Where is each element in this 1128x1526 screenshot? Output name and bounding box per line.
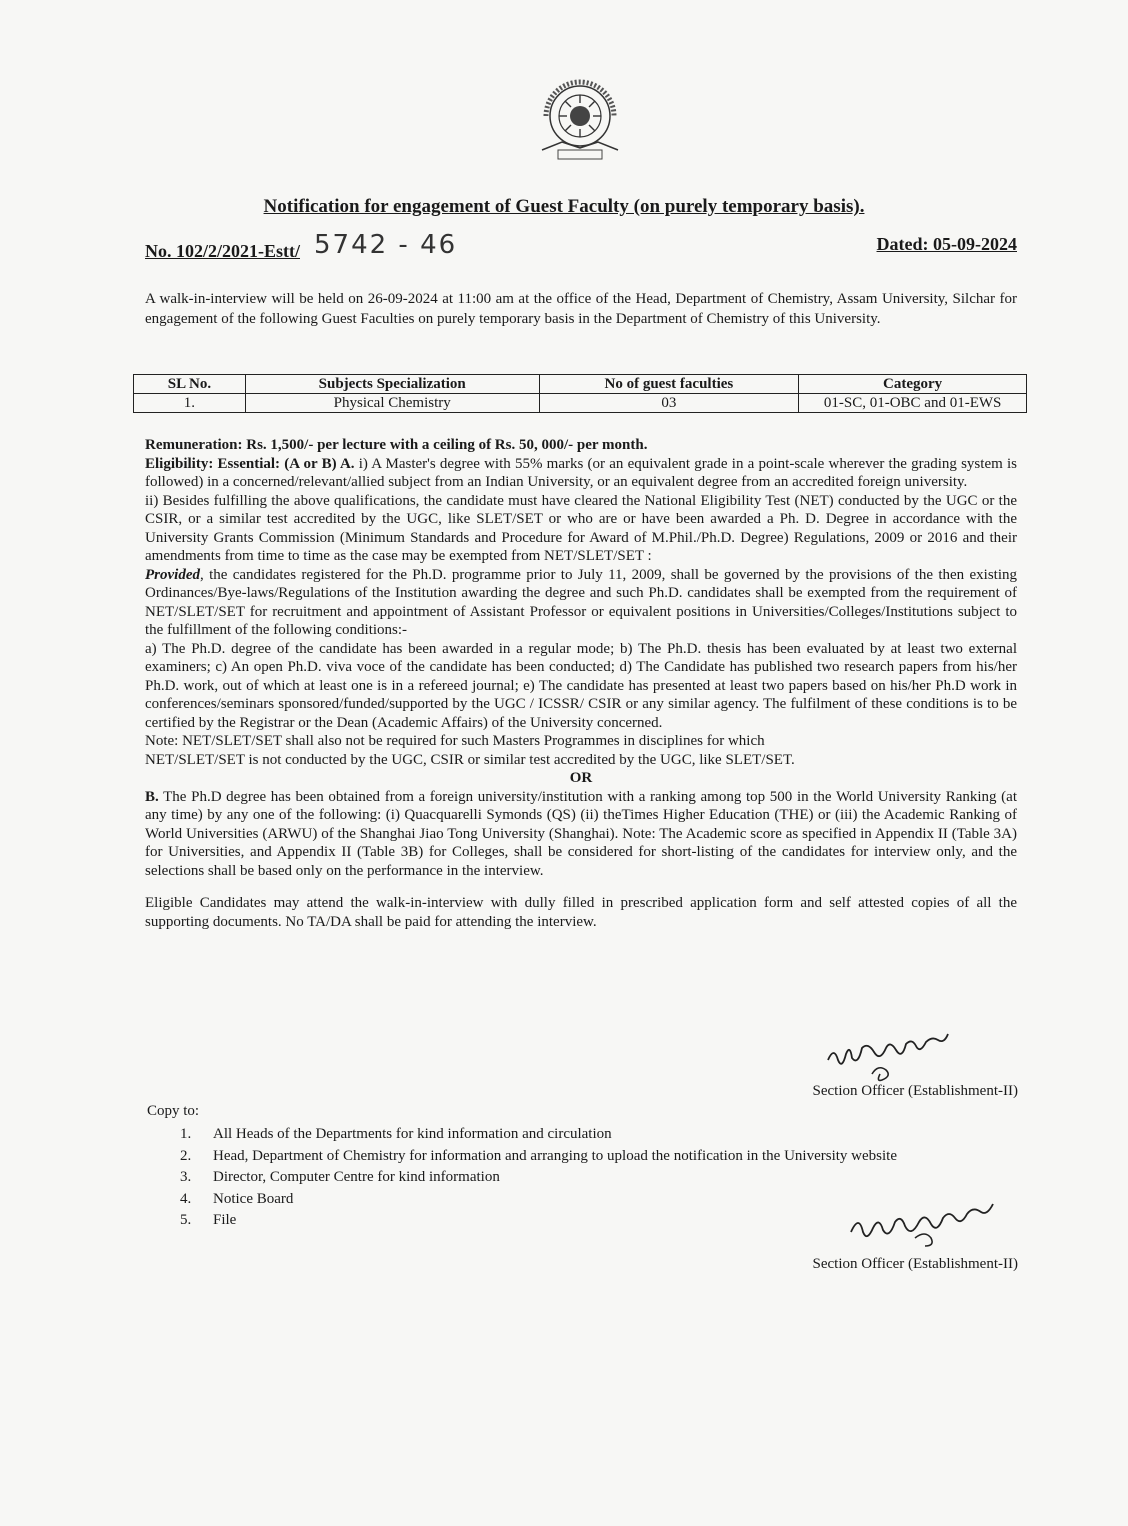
table-header: SL No.: [134, 375, 246, 394]
provided-clause: [145, 566, 1017, 640]
university-seal-logo: [532, 72, 628, 166]
table-cell: 01-SC, 01-OBC and 01-EWS: [799, 394, 1027, 413]
date: Dated: 05-09-2024: [876, 234, 1017, 254]
note-line-2: NET/SLET/SET is not conducted by the UGC, CSIR or similar test accredited by the UGC, like SLET/SET.: [145, 751, 795, 768]
table-header-row: [134, 375, 1027, 394]
b-text: The Ph.D degree has been obtained from a foreign university/institution with a ranking among top 500 in the World University Ranking (at any time) by any one of the following: (i) Quacquarelli Symonds (QS) (ii) theTimes Higher Education (THE) or (iii) the Academic Ranking of World Universities (ARWU) of the Shanghai Jiao Tong University (Shanghai). Note: The Academic score as specified in Appendix II (Table 3A) for Universities, and Appendix II (Table 3B) for Colleges, shall be considered for short-listing of the candidates for interview only, and the selections shall be based only on the performance in the interview.: [145, 788, 1017, 879]
list-item: 2. Head, Department of Chemistry for information and arranging to upload the notification in the University website: [180, 1147, 897, 1164]
intro-paragraph: A walk-in-interview will be held on 26-09-2024 at 11:00 am at the office of the Head, Department of Chemistry, Assam University, Silchar for engagement of the following Guest Faculties on purely temporary basis in the Department of Chemistry of this University.: [145, 291, 1017, 327]
table-cell: Physical Chemistry: [245, 394, 539, 413]
eligibility-a: [145, 455, 1017, 492]
reference-line: [145, 230, 1017, 264]
eligibility-section: [145, 436, 1017, 931]
provided-text: , the candidates registered for the Ph.D. programme prior to July 11, 2009, shall be governed by the provisions of the then existing Ordinances/Bye-laws/Regulations of the Institution awarding the degree and such Ph.D. candidates shall be exempted from the requirement of NET/SLET/SET for recruitment and appointment of Assistant Professor or equivalent positions in Universities/Colleges/Institutions subject to the fulfillment of the following conditions:-: [145, 566, 1017, 638]
table-header: No of guest faculties: [539, 375, 799, 394]
eligibility-ii: ii) Besides fulfilling the above qualifications, the candidate must have cleared the National Eligibility Test (NET) conducted by the UGC or the CSIR, or a similar test accredited by the UGC, like SLET/SET or who are or have been awarded a Ph. D. Degree in accordance with the University Grants Commission (Minimum Standards and Procedure for Award of M.Phil./Ph.D. Degree) Regulations, 2009 or 2016 and their amendments from time to time as the case may be exempted from NET/SLET/SET :: [145, 492, 1017, 564]
conditions: a) The Ph.D. degree of the candidate has been awarded in a regular mode; b) The Ph.D. thesis has been evaluated by at least two external examiners; c) An open Ph.D. viva voce of the candidate has been conducted; d) The Candidate has published two research papers from his/her Ph.D. work, out of which at least one is in a refereed journal; e) The candidate has presented at least two papers based on his/her Ph.D work in conferences/seminars sponsored/funded/supported by the UGC / ICSSR/ CSIR or any similar agency. The fulfilment of these conditions is to be certified by the Registrar or the Dean (Academic Affairs) of the University concerned.: [145, 640, 1017, 731]
table-cell: 03: [539, 394, 799, 413]
b-label: B.: [145, 788, 159, 805]
list-item: 5. File: [180, 1212, 237, 1228]
list-item: 3. Director, Computer Centre for kind information: [180, 1169, 500, 1185]
copy-to-label: Copy to:: [147, 1103, 200, 1119]
table-cell: 1.: [134, 394, 246, 413]
list-item: 1. All Heads of the Departments for kind information and circulation: [180, 1126, 612, 1142]
remuneration: Remuneration: Rs. 1,500/- per lecture with a ceiling of Rs. 50, 000/- per month.: [145, 437, 648, 453]
copy-to-list: [180, 1124, 897, 1232]
closing-paragraph: Eligible Candidates may attend the walk-in-interview with dully filled in prescribed application form and self attested copies of all the supporting documents. No TA/DA shall be paid for attending the interview.: [145, 895, 1017, 930]
signature-2: [845, 1198, 1035, 1260]
eligibility-b: [145, 788, 1017, 881]
or-separator: OR: [569, 770, 593, 786]
reference-number: No. 102/2/2021-Estt/: [145, 241, 300, 261]
notification-title: Notification for engagement of Guest Faculty (on purely temporary basis).: [263, 196, 865, 217]
signatory-1: Section Officer (Establishment-II): [812, 1083, 1018, 1099]
signatory-2: Section Officer (Establishment-II): [812, 1256, 1018, 1272]
table-row: [134, 394, 1027, 413]
vacancy-table: [133, 374, 1027, 413]
table-header: Category: [799, 375, 1027, 394]
table-header: Subjects Specialization: [245, 375, 539, 394]
handwritten-number: 5742 - 46: [314, 230, 458, 260]
provided-label: Provided: [145, 566, 200, 583]
eligibility-label: Eligibility: Essential: (A or B) A.: [145, 455, 355, 472]
signature-1: [820, 1030, 990, 1090]
note-line-1: Note: NET/SLET/SET shall also not be required for such Masters Programmes in disciplines for which: [145, 733, 765, 749]
eligibility-text: i) A Master's degree with 55% marks (or an equivalent grade in a point-scale wherever the grading system is followed) in a concerned/relevant/allied subject from an Indian University, or an equivalent degree from an accredited foreign university.: [145, 455, 1017, 490]
list-item: 4. Notice Board: [180, 1190, 294, 1207]
